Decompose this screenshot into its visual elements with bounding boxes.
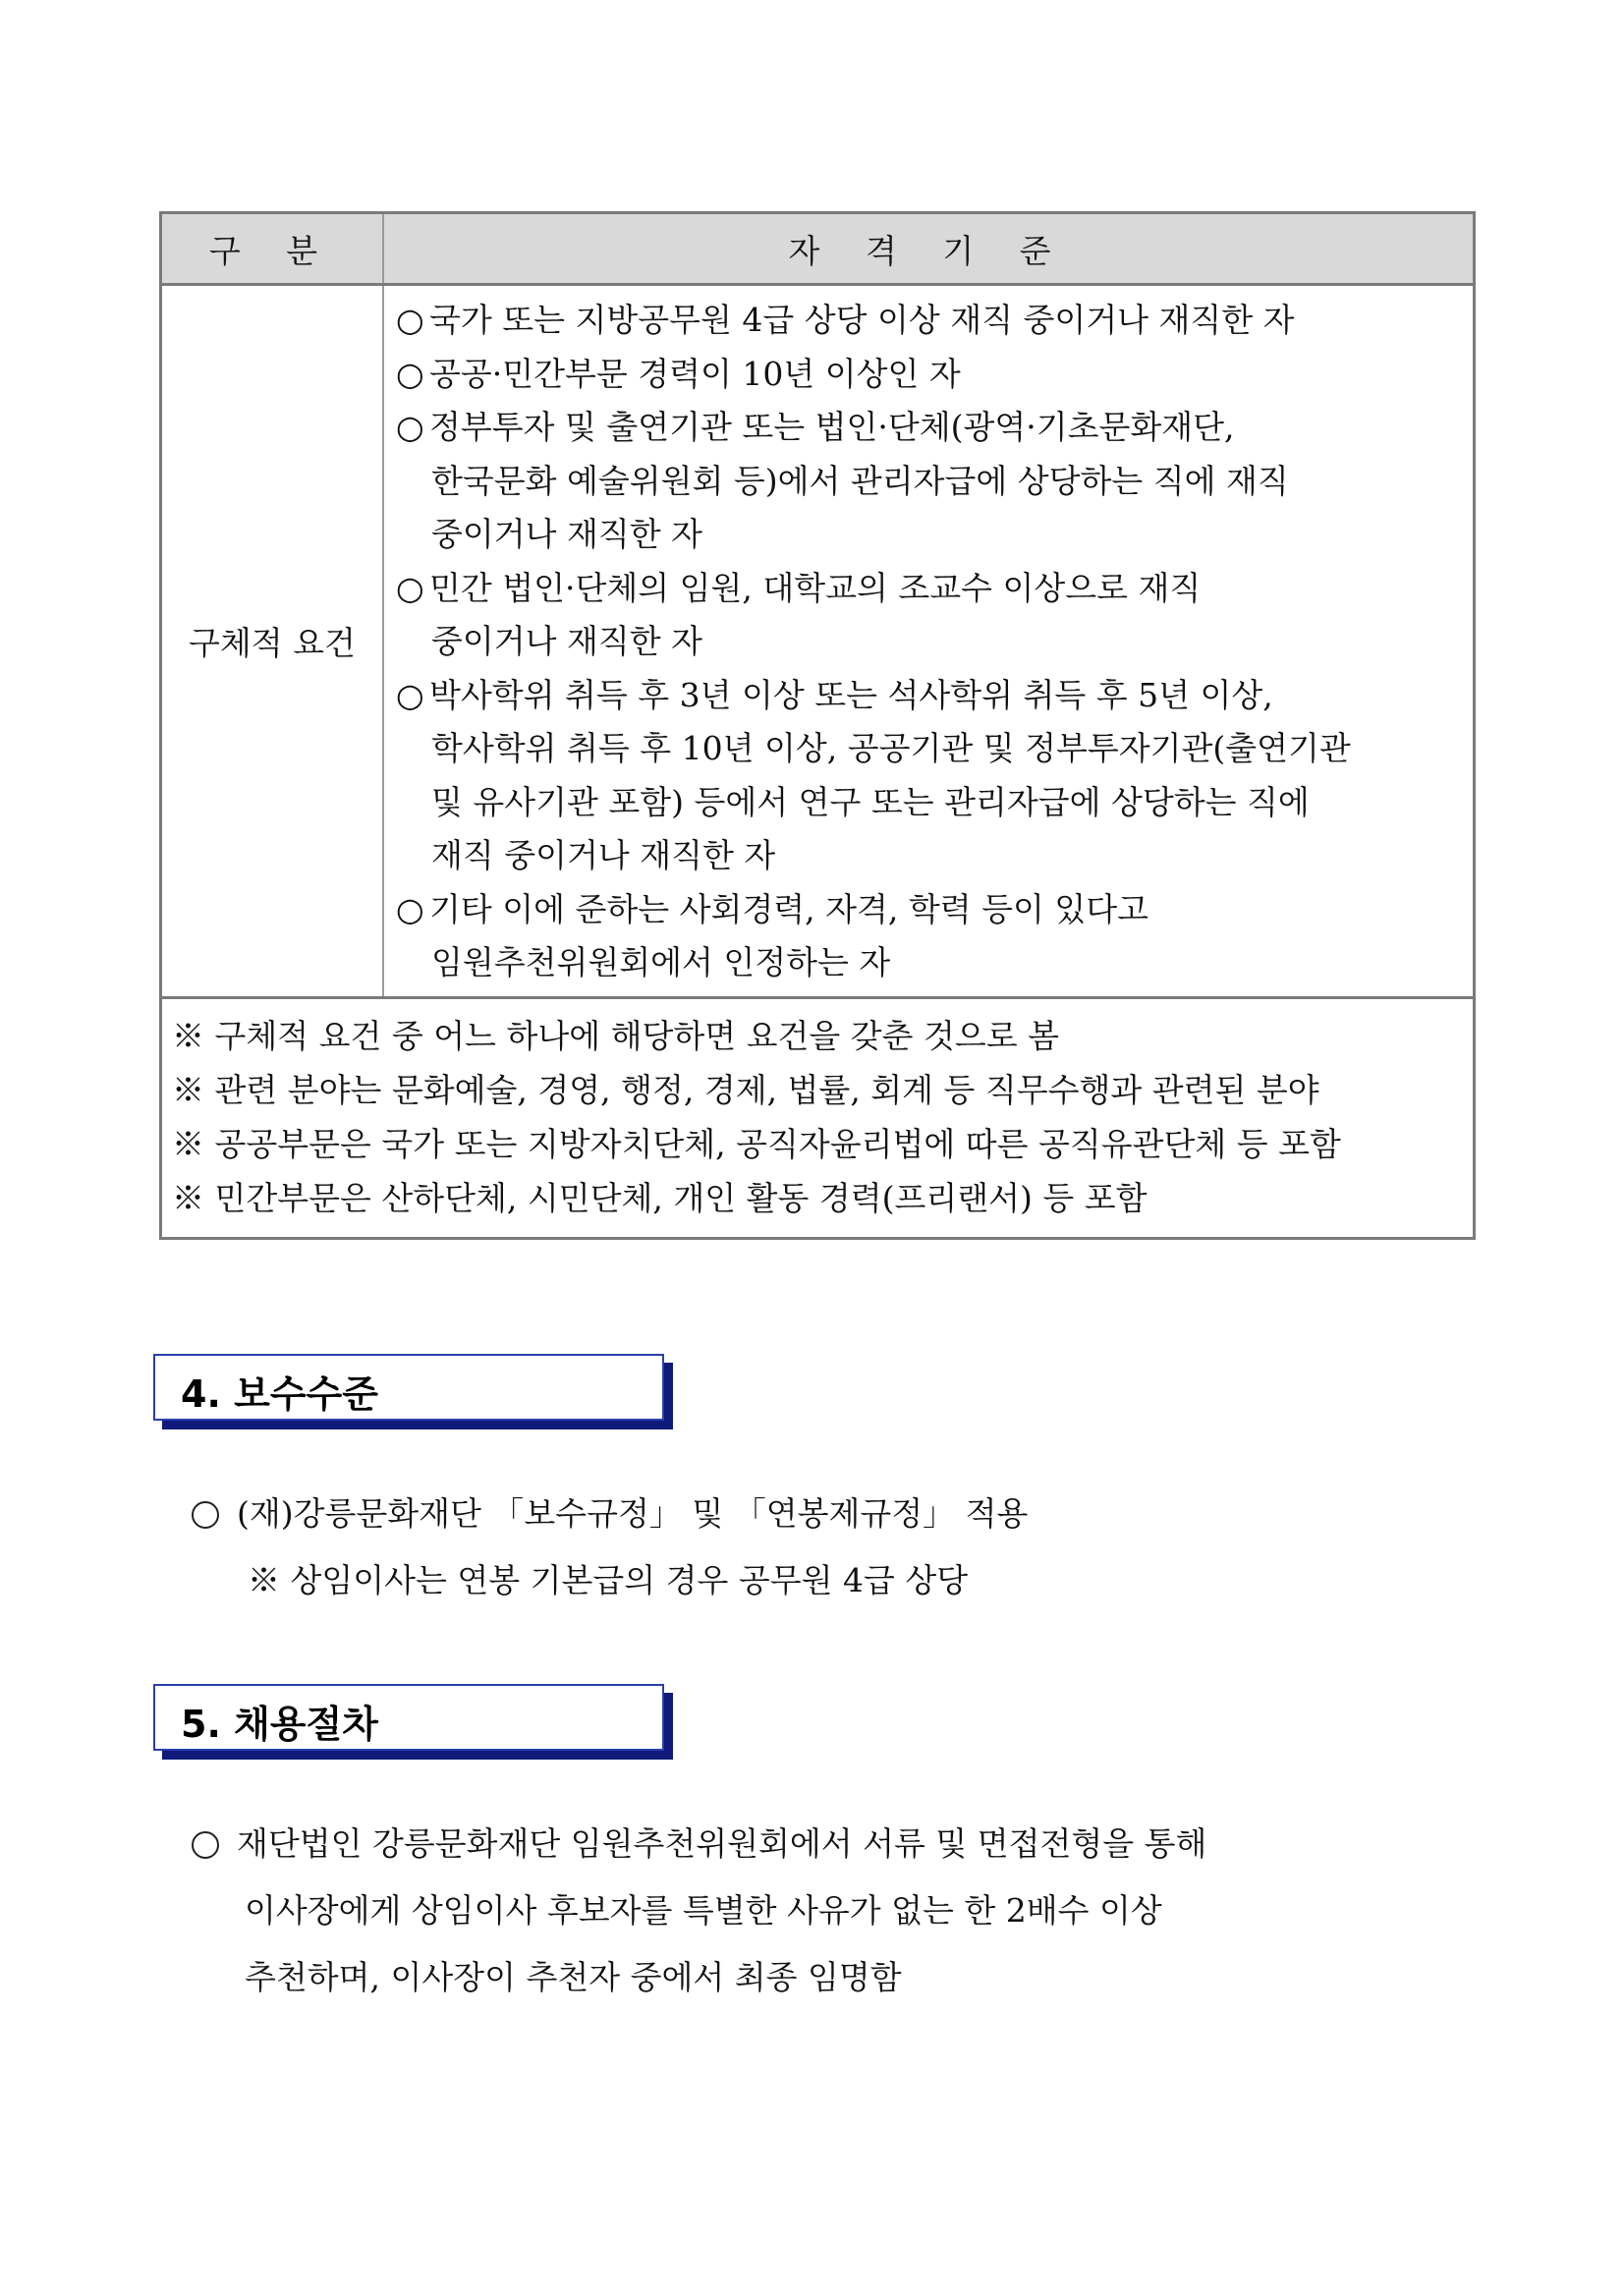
notes-block: [162, 999, 1473, 1237]
requirement-text: 박사학위 취득 후 3년 이상 또는 석사학위 취득 후 5년 이상,: [429, 675, 1273, 714]
requirement-first-line: [396, 883, 1473, 937]
requirement-item: [396, 348, 1473, 402]
requirement-item: [396, 294, 1473, 348]
row-label: 구체적 요건: [162, 286, 384, 996]
requirement-item: [396, 883, 1473, 990]
circle-bullet-icon: ○: [396, 568, 424, 607]
section-4-heading: [153, 1354, 664, 1421]
note-2: ※ 관련 분야는 문화예술, 경영, 행정, 경제, 법률, 회계 등 직무수행과 관련된 분야: [172, 1070, 1319, 1109]
circle-bullet-icon: ○: [396, 301, 424, 339]
requirements-row: [162, 286, 1473, 999]
section-5-heading: [153, 1684, 664, 1751]
requirement-item: [396, 669, 1473, 883]
circle-bullet-icon: [192, 1501, 219, 1529]
requirement-continuation-line: 학사학위 취득 후 10년 이상, 공공기관 및 정부투자기관(출연기관: [431, 729, 1351, 767]
requirement-first-line: [396, 294, 1473, 348]
table-header: [162, 214, 1473, 286]
requirement-continuation-line: 및 유사기관 포함) 등에서 연구 또는 관리자급에 상당하는 직에: [431, 782, 1310, 821]
requirement-first-line: [396, 669, 1473, 723]
note-4: ※ 민간부문은 산하단체, 시민단체, 개인 활동 경력(프리랜서) 등 포함: [172, 1178, 1148, 1217]
requirement-first-line: [396, 562, 1473, 616]
note-3: ※ 공공부문은 국가 또는 지방자치단체, 공직자윤리법에 따른 공직유관단체 등 포함: [172, 1124, 1341, 1163]
circle-bullet-icon: ○: [396, 675, 424, 714]
requirement-text: 정부투자 및 출연기관 또는 법인·단체(광역·기초문화재단,: [429, 408, 1235, 446]
section-4-line-2: ※ 상임이사는 연봉 기본급의 경우 공무원 4급 상당: [248, 1561, 969, 1599]
circle-bullet-icon: ○: [396, 889, 424, 928]
requirement-continuation-line: 중이거나 재직한 자: [431, 515, 703, 553]
note-1: ※ 구체적 요건 중 어느 하나에 해당하면 요건을 갖춘 것으로 봄: [172, 1016, 1059, 1055]
requirement-text: 민간 법인·단체의 임원, 대학교의 조교수 이상으로 재직: [429, 568, 1202, 607]
header-criteria: 자 격 기 준: [788, 231, 1069, 270]
section-5-line-1: [192, 1819, 1206, 1865]
requirements-list: [384, 286, 1473, 996]
qualification-table: [159, 211, 1476, 1240]
requirement-first-line: [396, 401, 1473, 455]
requirement-text: 공공·민간부문 경력이 10년 이상인 자: [429, 354, 961, 393]
section-4-line-1: [192, 1488, 1028, 1535]
header-category: 구 분: [162, 214, 384, 283]
circle-bullet-icon: ○: [396, 408, 424, 446]
requirement-first-line: [396, 348, 1473, 402]
circle-bullet-icon: ○: [396, 354, 424, 393]
section-5-text-1: 재단법인 강릉문화재단 임원추천위원회에서 서류 및 면접전형을 통해: [237, 1824, 1207, 1863]
requirement-item: [396, 401, 1473, 562]
section-5-line-3: 추천하며, 이사장이 추천자 중에서 최종 임명함: [245, 1958, 902, 1996]
section-4-title: 4. 보수수준: [181, 1372, 378, 1416]
requirement-text: 국가 또는 지방공무원 4급 상당 이상 재직 중이거나 재직한 자: [429, 301, 1295, 339]
requirement-continuation-line: 중이거나 재직한 자: [431, 622, 703, 660]
requirement-text: 기타 이에 준하는 사회경력, 자격, 학력 등이 있다고: [429, 889, 1148, 928]
requirement-continuation-line: 재직 중이거나 재직한 자: [431, 836, 776, 874]
requirement-item: [396, 562, 1473, 669]
circle-bullet-icon: [192, 1831, 219, 1859]
section-5-line-2: 이사장에게 상임이사 후보자를 특별한 사유가 없는 한 2배수 이상: [245, 1891, 1162, 1930]
requirement-continuation-line: 한국문화 예술위원회 등)에서 관리자급에 상당하는 직에 재직: [431, 461, 1289, 500]
section-4-text-1: (재)강릉문화재단 「보수규정」 및 「연봉제규정」 적용: [237, 1494, 1029, 1533]
requirement-continuation-line: 임원추천위원회에서 인정하는 자: [431, 943, 891, 981]
section-5-title: 5. 채용절차: [181, 1703, 378, 1746]
